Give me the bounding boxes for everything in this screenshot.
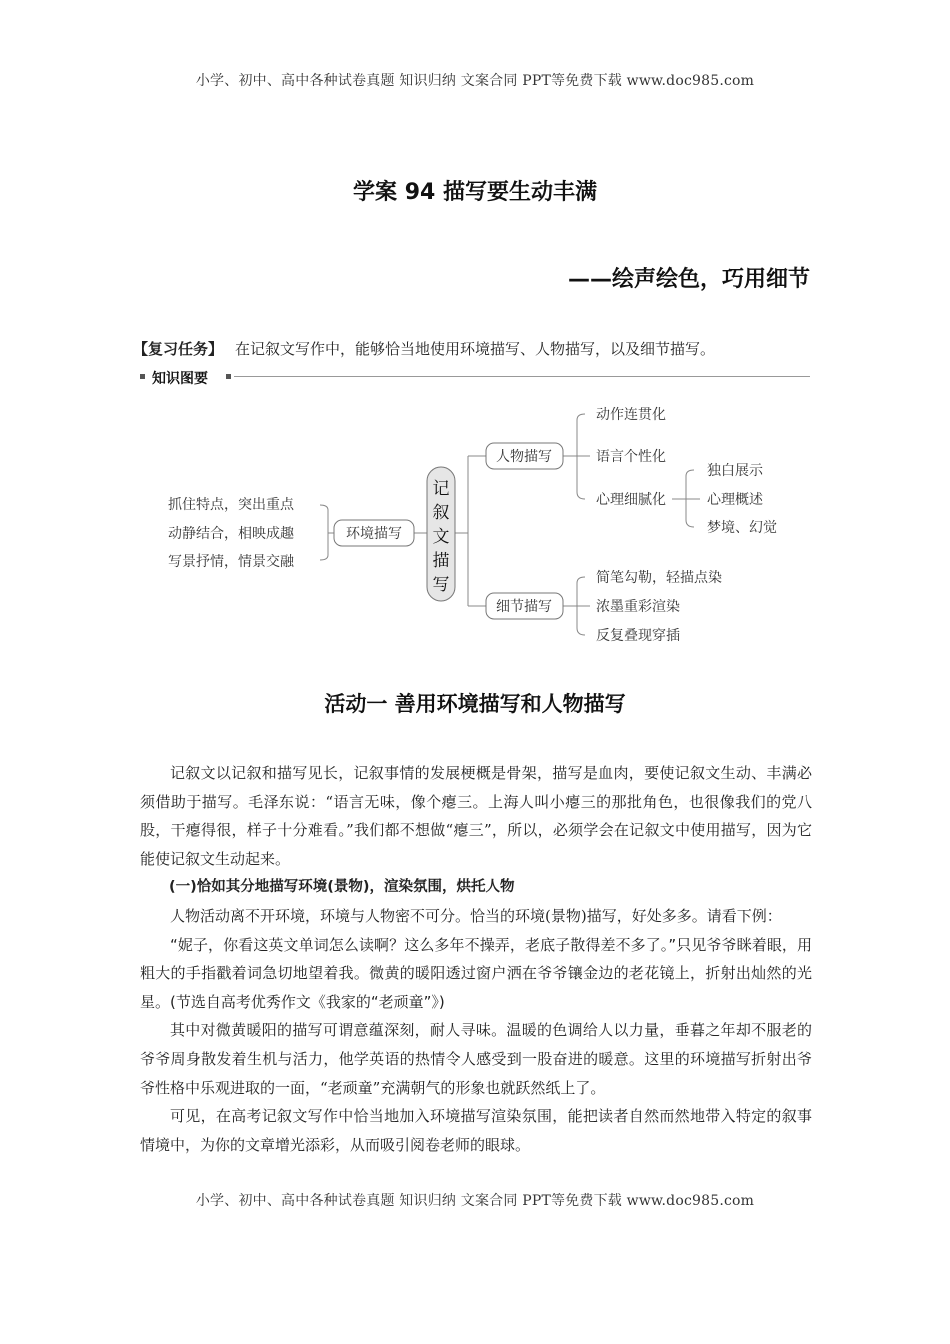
environment-item: 抓住特点，突出重点 [168,497,294,513]
character-item: 动作连贯化 [596,407,666,423]
center-char: 文 [432,527,450,547]
paragraph: 其中对微黄暖阳的描写可谓意蕴深刻，耐人寻味。温暖的色调给人以力量，垂暮之年却不服老的爷爷周身散发着生机与活力，他学英语的热情令人感受到一股奋进的暖意。这里的环境描写折射出爷爷性格中乐观进取的一面，“老顽童”充满朝气的形象也就跃然纸上了。 [140,1021,812,1097]
page-subtitle: ——绘声绘色，巧用细节 [567,267,810,292]
knowledge-map-heading [140,368,810,388]
page-title: 学案 94 描写要生动丰满 [353,180,597,205]
section-title: 活动一 善用环境描写和人物描写 [324,692,626,716]
paragraph: 可见，在高考记叙文写作中恰当地加入环境描写渲染氛围，能把读者自然而然地带入特定的叙事情境中，为你的文章增光添彩，从而吸引阅卷老师的眼球。 [140,1107,812,1154]
environment-item: 写景抒情，情景交融 [168,554,294,570]
environment-node-label: 环境描写 [346,526,402,542]
subsection-heading: (一)恰如其分地描写环境(景物)，渲染氛围，烘托人物 [169,879,515,896]
character-item: 语言个性化 [596,449,666,465]
center-char: 写 [432,575,450,595]
paragraph: 人物活动离不开环境，环境与人物密不可分。恰当的环境(景物)描写，好处多多。请看下例： [170,906,782,925]
example-quote: “妮子，你看这英文单词怎么读啊？这么多年不操弄，老底子散得差不多了。”只见爷爷眯着眼，用粗大的手指戳着词急切地望着我。微黄的暖阳透过窗户洒在爷爷镶金边的老花镜上，折射出灿然的光星。(节选自高考优秀作文《我家的“老顽童”》) [140,935,812,1011]
character-node-label: 人物描写 [496,449,552,465]
center-char: 叙 [432,503,450,523]
psych-item: 心理概述 [707,492,763,508]
detail-item: 浓墨重彩渲染 [596,599,680,615]
review-task-text: 在记叙文写作中，能够恰当地使用环境描写、人物描写，以及细节描写。 [235,340,716,358]
psych-item: 独白展示 [707,463,763,479]
center-char: 记 [432,479,450,499]
psych-item: 梦境、幻觉 [707,520,777,536]
bullet-square-icon [226,374,231,379]
article-body [140,759,812,1159]
center-char: 描 [432,551,450,571]
character-item: 心理细腻化 [596,492,666,508]
detail-item: 简笔勾勒，轻描点染 [596,570,722,586]
review-task [133,338,715,359]
paragraph: 记叙文以记叙和描写见长，记叙事情的发展梗概是骨架，描写是血肉，要使记叙文生动、丰满必须借助于描写。毛泽东说：“语言无味，像个瘪三。上海人叫小瘪三的那批角色，也很像我们的党八股，干瘪得很，样子十分难看。”我们都不想做“瘪三”，所以，必须学会在记叙文中使用描写，因为它能使记叙文生动起来。 [140,764,812,868]
page-footer: 小学、初中、高中各种试卷真题 知识归纳 文案合同 PPT等免费下载 www.doc985.com [195,1193,755,1209]
knowledge-mind-map [140,400,820,650]
bullet-square-icon [140,374,145,379]
environment-item: 动静结合，相映成趣 [168,526,294,542]
page-header: 小学、初中、高中各种试卷真题 知识归纳 文案合同 PPT等免费下载 www.doc985.com [195,73,755,89]
detail-node-label: 细节描写 [496,599,552,615]
detail-item: 反复叠现穿插 [596,628,680,644]
knowledge-map-heading-text: 知识图要 [152,371,208,387]
heading-rule [234,376,810,377]
review-task-label: 【复习任务】 [133,340,224,358]
